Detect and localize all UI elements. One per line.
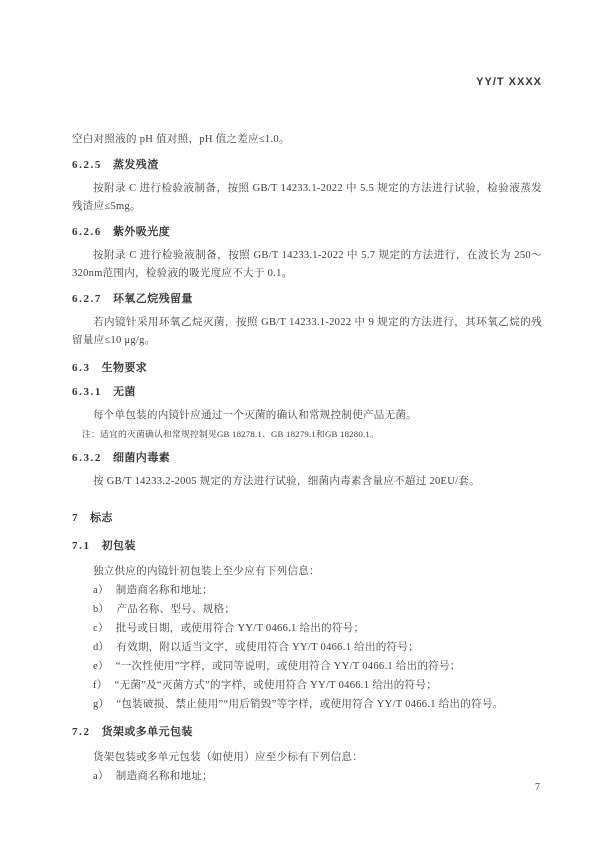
body-paragraph: 空白对照液的 pH 值对照，pH 值之差应≤1.0。 (72, 134, 290, 145)
body-paragraph: 若内镜针采用环氧乙烷灭菌，按照 GB/T 14233.1-2022 中 9 规定的方法进行，其环氧乙烷的残留量应≤10 μg/g。 (72, 317, 542, 346)
clause-number: 7.2 (72, 726, 91, 738)
running-header-standard-code: YY/T XXXX (476, 76, 542, 88)
clause-heading (72, 292, 542, 306)
clause-heading (72, 451, 542, 465)
list-item-marker: b） (93, 604, 110, 615)
list-item (72, 619, 542, 638)
clause-title: 无菌 (113, 386, 136, 398)
list-item (72, 676, 542, 695)
list-item-text: “包装破损、禁止使用”“用后销毁”等字样，或使用符合 YY/T 0466.1 给出的符号。 (116, 699, 504, 710)
list-item-marker: a） (93, 771, 109, 782)
list-item-text: 产品名称、型号、规格； (116, 604, 236, 615)
clause-title: 初包装 (101, 540, 136, 552)
clause-number: 6.2.6 (72, 226, 102, 238)
list-item (72, 767, 542, 786)
body-paragraph: 每个单包装的内镜针应通过一个灭菌的确认和常规控制使产品无菌。 (93, 410, 417, 421)
clause-heading (72, 158, 542, 172)
list-item-text: “无菌”及“灭菌方式”的字样，或使用符合 YY/T 0466.1 给出的符号； (114, 680, 438, 691)
clause-title: 紫外吸光度 (113, 226, 170, 238)
list-item (72, 581, 542, 600)
clause-title: 货架或多单元包装 (101, 726, 193, 738)
body-paragraph: 按 GB/T 14233.2-2005 规定的方法进行试验，细菌内毒素含量应不超过 20EU/套。 (93, 476, 480, 487)
page-number: 7 (535, 782, 540, 793)
clause-number: 6.2.5 (72, 159, 102, 171)
list-item-marker: g） (93, 699, 110, 710)
clause-heading (72, 361, 542, 375)
body-paragraph: 独立供应的内镜针初包装上至少应有下列信息： (93, 566, 320, 577)
body-paragraph: 按附录 C 进行检验液制备，按照 GB/T 14233.1-2022 中 5.5 规定的方法进行试验，检验液蒸发残渣应≤5mg。 (72, 183, 542, 212)
clause-title: 生物要求 (101, 362, 148, 374)
clause-title: 标志 (90, 512, 113, 524)
list-item-text: 制造商名称和地址； (115, 585, 213, 596)
clause-heading (72, 511, 542, 525)
list-item-text: 有效期，附以适当文字，或使用符合 YY/T 0466.1 给出的符号； (116, 642, 419, 653)
clause-number: 6.2.7 (72, 293, 102, 305)
list-item-marker: c） (93, 623, 109, 634)
list-item-marker: d） (93, 642, 110, 653)
list-item (72, 638, 542, 657)
clause-number: 6.3 (72, 362, 91, 374)
list-item (72, 695, 542, 714)
clause-title: 环氧乙烷残留量 (113, 293, 193, 305)
clause-number: 6.3.2 (72, 452, 102, 464)
list-item-marker: a） (93, 585, 109, 596)
body-paragraph: 货架包装或多单元包装（如使用）应至少标有下列信息： (93, 752, 363, 763)
clause-number: 7 (72, 512, 80, 524)
note-text: 注：适宜的灭菌确认和常规控制见GB 18278.1、GB 18279.1和GB 18280.1。 (82, 429, 379, 439)
clause-heading (72, 385, 542, 399)
list-item (72, 600, 542, 619)
list-item-text: 制造商名称和地址； (115, 771, 213, 782)
list-item-text: “一次性使用”字样，或同等说明，或使用符合 YY/T 0466.1 给出的符号； (115, 661, 461, 672)
body-paragraph: 按附录 C 进行检验液制备，按照 GB/T 14233.1-2022 中 5.7 规定的方法进行，在波长为 250～320nm范围内，检验液的吸光度应不大于 0.1。 (72, 250, 542, 279)
clause-title: 细菌内毒素 (113, 452, 170, 464)
clause-number: 6.3.1 (72, 386, 102, 398)
document-body (72, 131, 542, 786)
list-item-text: 批号或日期，或使用符合 YY/T 0466.1 给出的符号； (115, 623, 365, 634)
clause-heading (72, 725, 542, 739)
clause-title: 蒸发残渣 (113, 159, 159, 171)
clause-heading (72, 225, 542, 239)
list-item-marker: e） (93, 661, 109, 672)
list-item (72, 657, 542, 676)
clause-number: 7.1 (72, 540, 91, 552)
list-item-marker: f） (93, 680, 108, 691)
clause-heading (72, 539, 542, 553)
